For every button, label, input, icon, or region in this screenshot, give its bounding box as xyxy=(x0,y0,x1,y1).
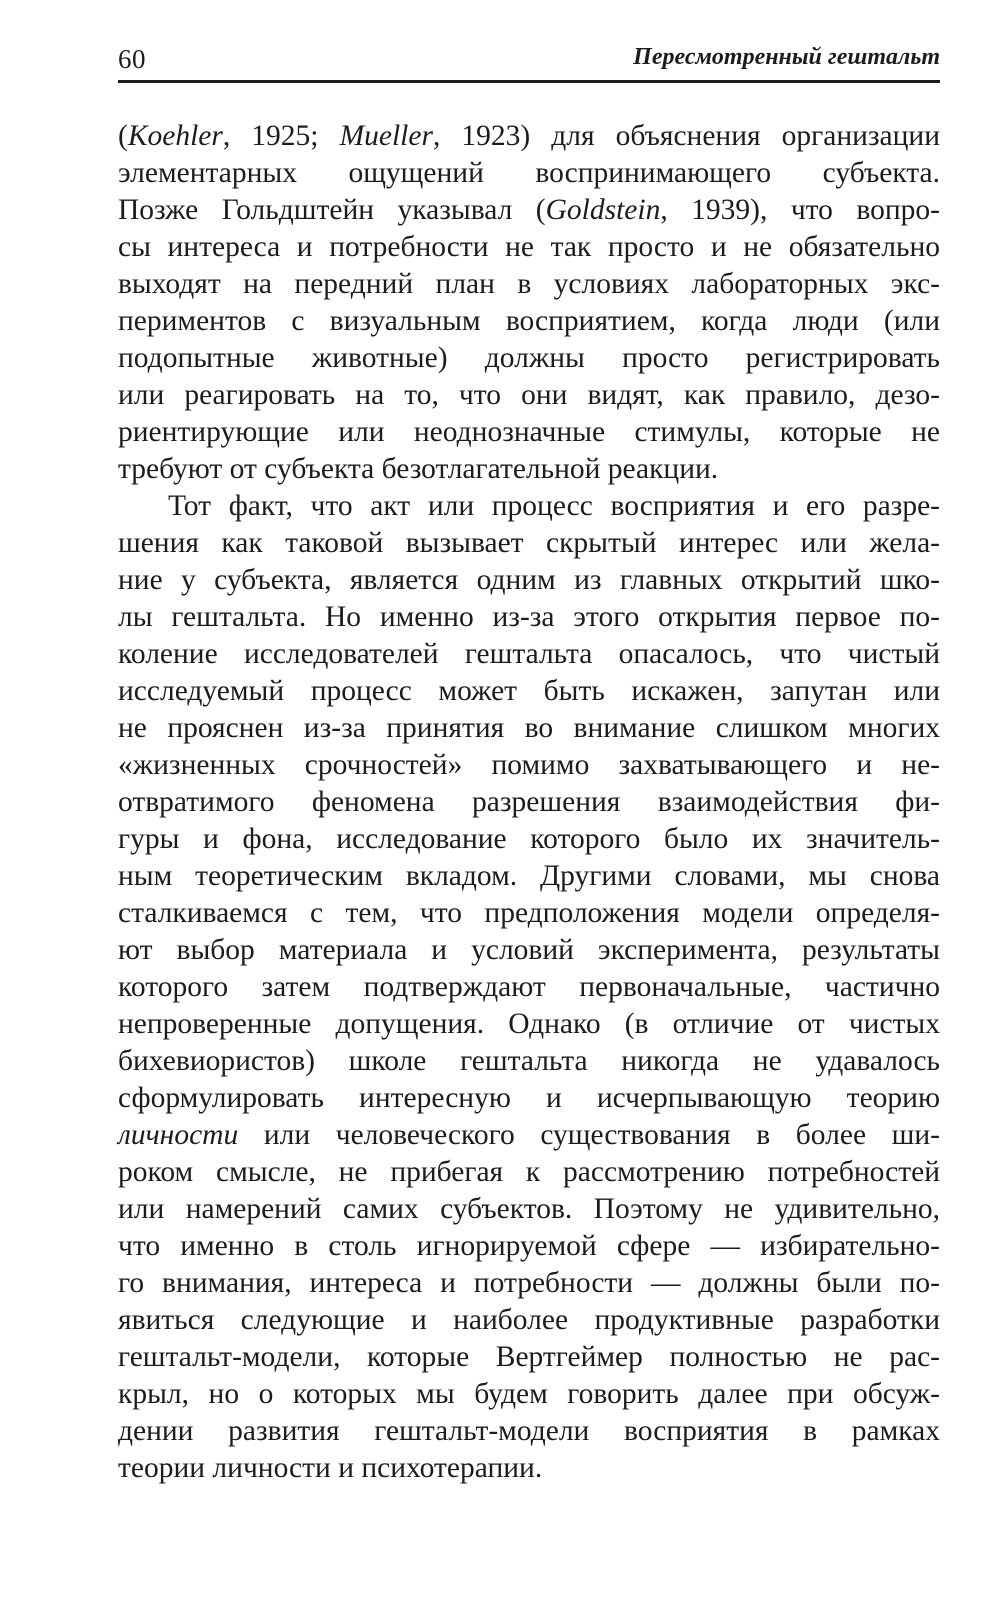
text-line: Тот факт, что акт или процесс восприятия и его разре- xyxy=(168,490,940,522)
text-line: не прояснен из-за принятия во внимание слишком многих xyxy=(118,712,940,744)
paragraph-2 xyxy=(118,488,940,1487)
text-line: крыл, но о которых мы будем говорить далее при обсуж- xyxy=(118,1378,940,1410)
text-line: непроверенные допущения. Однако (в отличие от чистых xyxy=(118,1008,940,1040)
text-line: отвратимого феномена разрешения взаимодействия фи- xyxy=(118,786,940,818)
body-text xyxy=(118,118,940,1487)
text-line: риентирующие или неоднозначные стимулы, которые не xyxy=(118,416,940,448)
text-line: подопытные животные) должны просто регистрировать xyxy=(118,342,940,374)
text-line: что именно в столь игнорируемой сфере — избирательно- xyxy=(118,1230,940,1262)
text-line: теории личности и психотерапии. xyxy=(118,1452,543,1484)
text-line xyxy=(118,192,940,229)
header-rule xyxy=(118,80,940,83)
text-line: выходят на передний план в условиях лабораторных экс- xyxy=(118,268,940,300)
text-line: или намерений самих субъектов. Поэтому не удивительно, xyxy=(118,1193,940,1225)
text-line: гештальт-модели, которые Вертгеймер полностью не рас- xyxy=(118,1341,940,1373)
text-line: бихевиористов) школе гештальта никогда не удавалось xyxy=(118,1045,940,1077)
text-line: которого затем подтверждают первоначальные, частично xyxy=(118,971,940,1003)
text-line: ние у субъекта, является одним из главных открытий шко- xyxy=(118,564,940,596)
text-line: периментов с визуальным восприятием, когда люди (или xyxy=(118,305,940,337)
text-line: сы интереса и потребности не так просто и не обязательно xyxy=(118,231,940,263)
page-number: 60 xyxy=(118,44,146,74)
text-line: «жизненных срочностей» помимо захватывающего и не- xyxy=(118,749,940,781)
text-line: сталкиваемся с тем, что предположения модели определя- xyxy=(118,897,940,929)
text-line: сформулировать интересную и исчерпывающую теорию xyxy=(118,1082,940,1114)
text-line: коление исследователей гештальта опасалось, что чистый xyxy=(118,638,940,670)
text-line: требуют от субъекта безотлагательной реакции. xyxy=(118,453,719,485)
paragraph-1 xyxy=(118,118,940,488)
text-line: исследуемый процесс может быть искажен, запутан или xyxy=(118,675,940,707)
text-line xyxy=(118,118,940,155)
line-text: личности или человеческого существования в более ши- xyxy=(118,1119,940,1151)
text-line: элементарных ощущений воспринимающего субъекта. xyxy=(118,157,940,189)
text-line: явиться следующие и наиболее продуктивные разработки xyxy=(118,1304,940,1336)
text-line: гуры и фона, исследование которого было их значитель- xyxy=(118,823,940,855)
line-text: Позже Гольдштейн указывал (Goldstein, 1939), что вопро- xyxy=(118,194,940,226)
text-line: дении развития гештальт-модели восприятия в рамках xyxy=(118,1415,940,1447)
running-head xyxy=(118,36,940,80)
text-line: го внимания, интереса и потребности — должны были по- xyxy=(118,1267,940,1299)
text-line: ным теоретическим вкладом. Другими словами, мы снова xyxy=(118,860,940,892)
text-line: лы гештальта. Но именно из-за этого открытия первое по- xyxy=(118,601,940,633)
running-title: Пересмотренный гештальт xyxy=(633,44,940,70)
line-text: (Koehler, 1925; Mueller, 1923) для объяснения организации xyxy=(118,120,940,152)
text-line: или реагировать на то, что они видят, как правило, дезо- xyxy=(118,379,940,411)
text-line xyxy=(118,1117,940,1154)
text-line: ют выбор материала и условий эксперимента, результаты xyxy=(118,934,940,966)
text-line: роком смысле, не прибегая к рассмотрению потребностей xyxy=(118,1156,940,1188)
text-line: шения как таковой вызывает скрытый интерес или жела- xyxy=(118,527,940,559)
